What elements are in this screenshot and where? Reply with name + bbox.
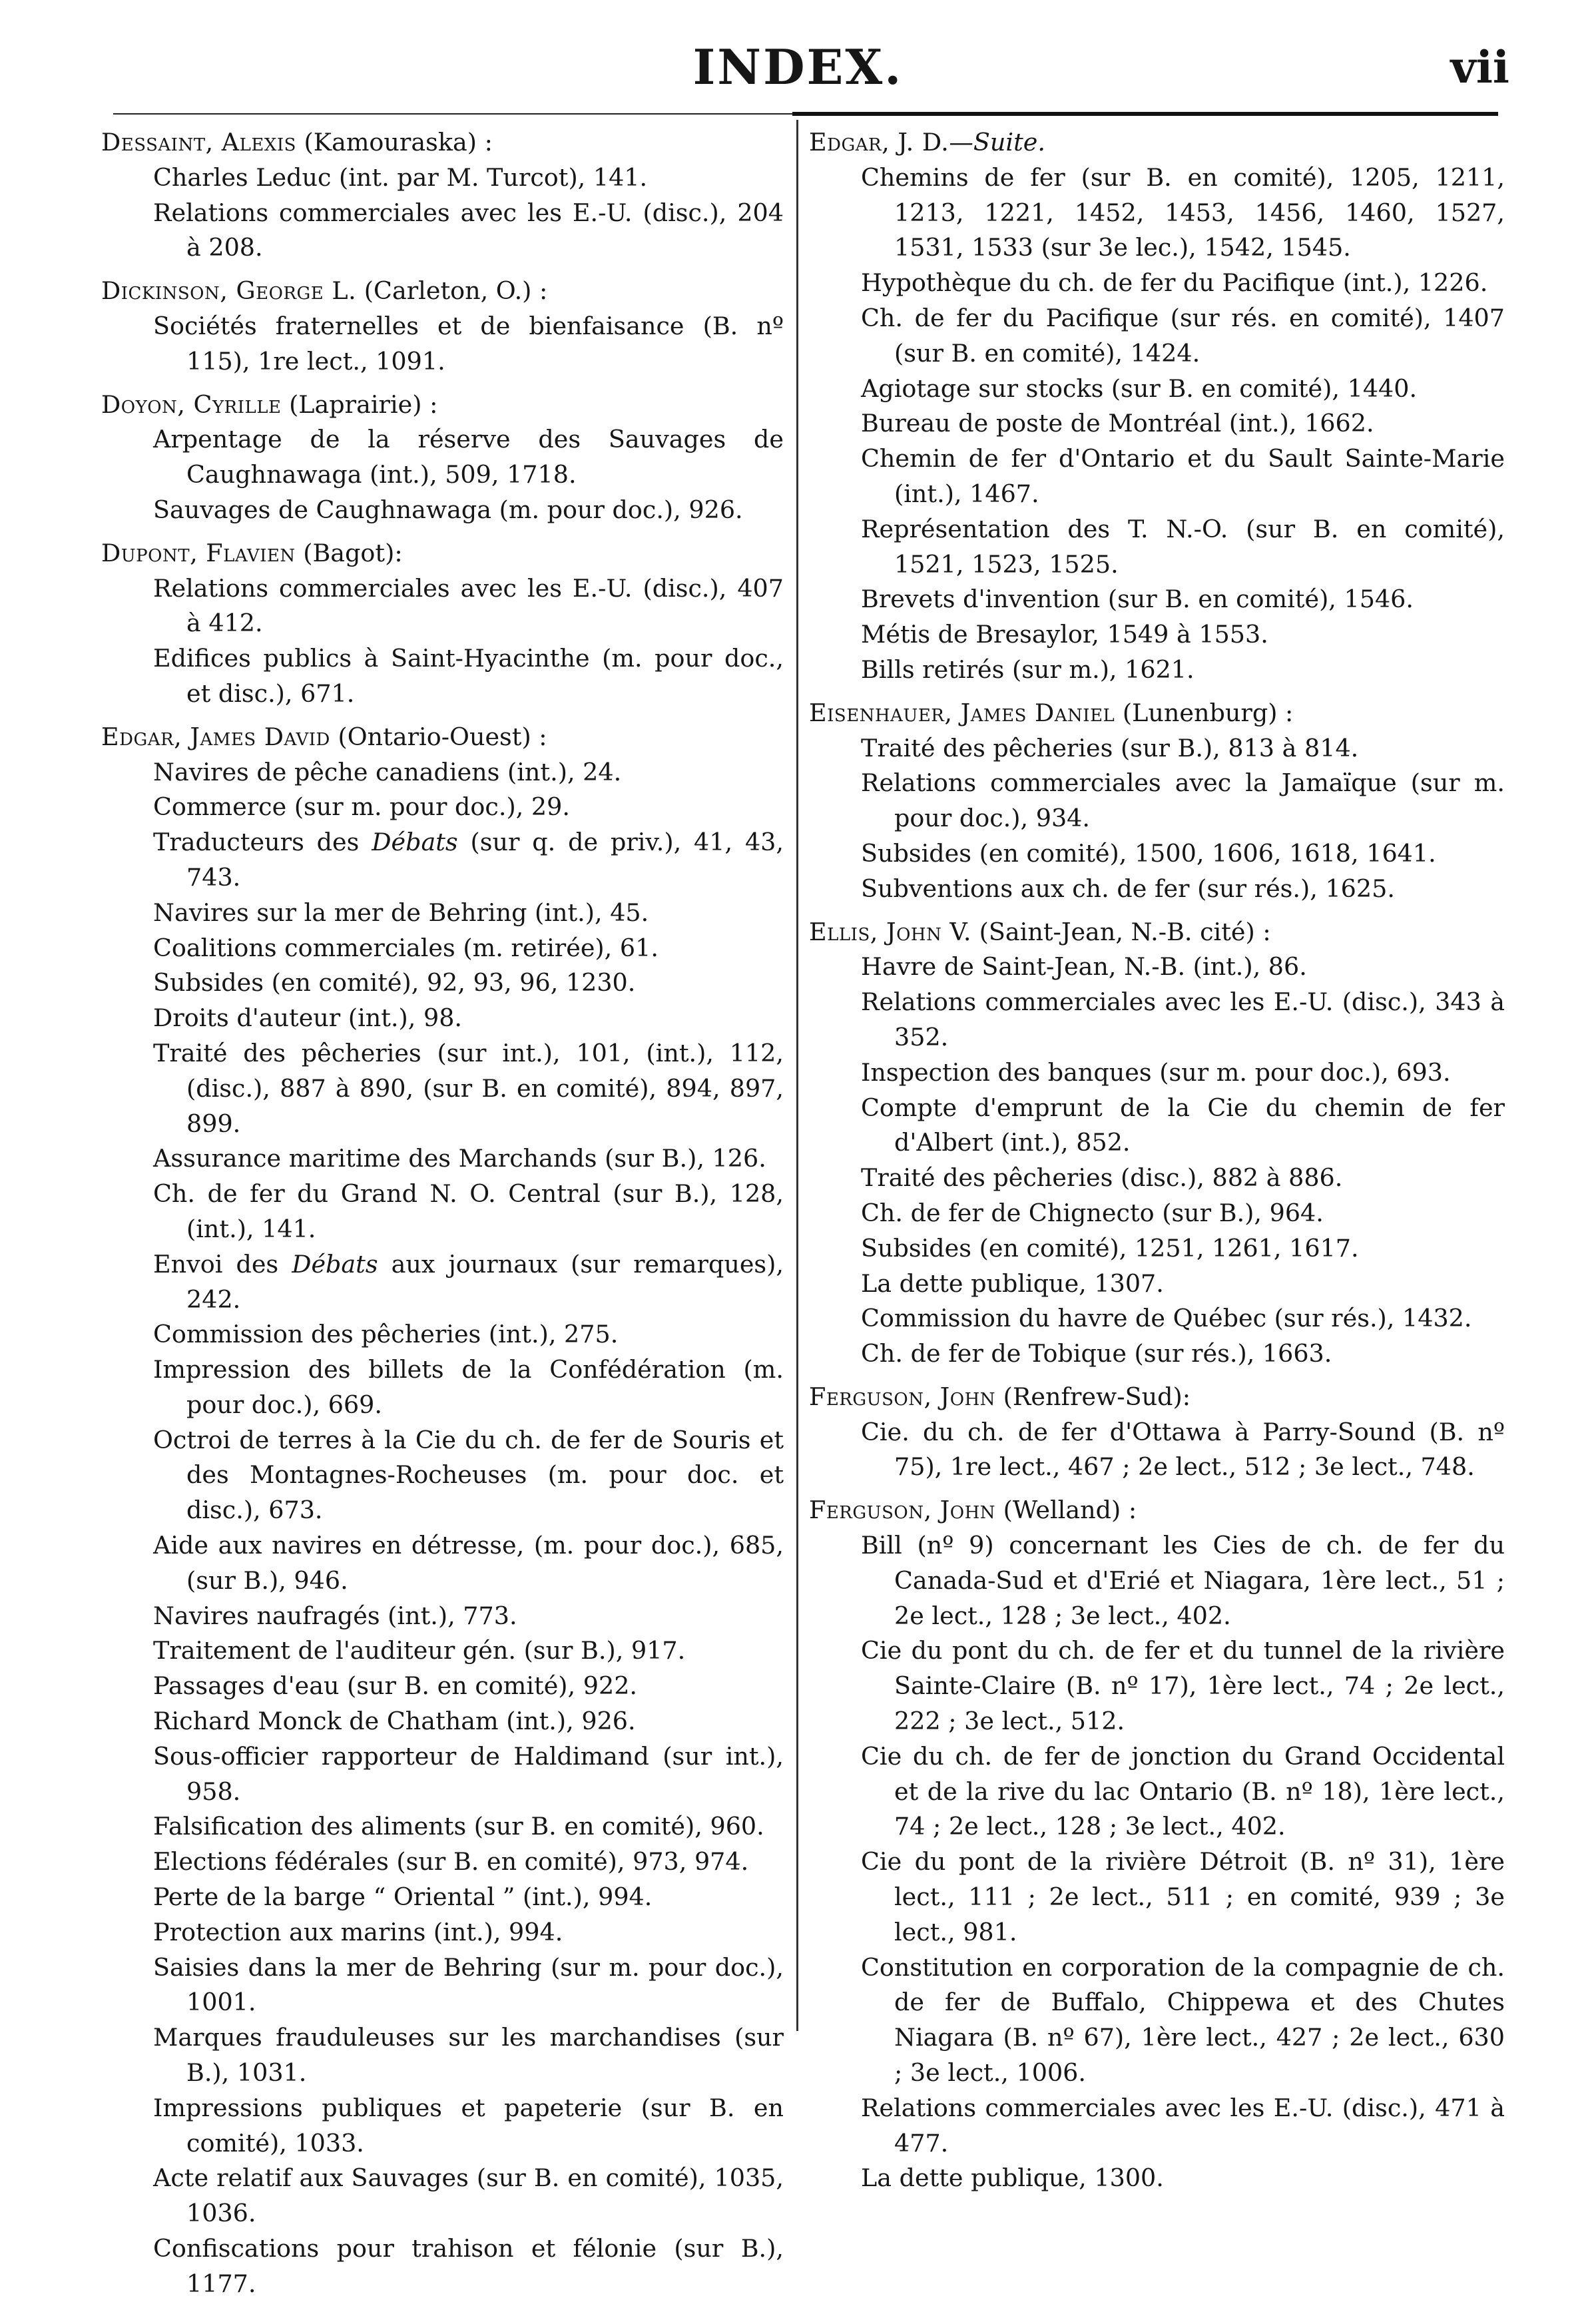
member-riding: (Lunenburg) :: [1115, 698, 1294, 727]
index-item: Perte de la barge “ Oriental ” (int.), 994.: [153, 1882, 653, 1912]
member-riding: (Renfrew-Sud):: [995, 1382, 1191, 1411]
page-header: [0, 0, 1596, 127]
index-item: Richard Monck de Chatham (int.), 926.: [153, 1707, 636, 1736]
entry-heading: [101, 125, 784, 160]
member-riding: (Carleton, O.) :: [356, 276, 548, 306]
index-entry-eisenhauer-james-daniel: [809, 696, 1505, 907]
index-item: Acte relatif aux Sauvages (sur B. en comité), 1035, 1036.: [153, 2163, 784, 2228]
column-divider: [796, 120, 798, 2031]
index-item: Octroi de terres à la Cie du ch. de fer de Souris et des Montagnes-Rocheuses (m. pour doc. et disc.), 673.: [153, 1425, 784, 1525]
member-riding: (Welland) :: [995, 1496, 1137, 1525]
entry-heading: [101, 388, 784, 423]
index-item: Navires de pêche canadiens (int.), 24.: [153, 757, 622, 786]
entry-heading: [101, 274, 784, 309]
index-item: Sauvages de Caughnawaga (m. pour doc.), 926.: [153, 495, 743, 524]
index-item: Ch. de fer du Grand N. O. Central (sur B.), 128, (int.), 141.: [153, 1179, 784, 1243]
entry-heading: [809, 696, 1505, 731]
index-item: Chemins de fer (sur B. en comité), 1205, 1211, 1213, 1221, 1452, 1453, 1456, 1460, 1527, 1531, 1533 (sur 3e lec.), 1542, 1545.: [861, 162, 1505, 262]
index-item: Cie du pont du ch. de fer et du tunnel de la rivière Sainte-Claire (B. nº 17), 1ère lect., 74 ; 2e lect., 222 ; 3e lect., 512.: [861, 1636, 1505, 1736]
entry-heading: [809, 1493, 1505, 1528]
index-item: Commerce (sur m. pour doc.), 29.: [153, 792, 570, 822]
index-item: Traité des pêcheries (disc.), 882 à 886.: [861, 1163, 1343, 1193]
index-item: Arpentage de la réserve des Sauvages de Caughnawaga (int.), 509, 1718.: [153, 425, 784, 489]
index-entry-dickinson-george-l: [101, 274, 784, 379]
index-item: Relations commerciales avec la Jamaïque (sur m. pour doc.), 934.: [861, 768, 1505, 833]
member-name: Dupont, Flavien: [101, 538, 296, 567]
index-item: Agiotage sur stocks (sur B. en comité), 1440.: [861, 374, 1418, 403]
index-item: Relations commerciales avec les E.-U. (disc.), 204 à 208.: [153, 198, 784, 262]
index-item: Subsides (en comité), 1251, 1261, 1617.: [861, 1233, 1359, 1263]
index-entry-dessaint-alexis: [101, 125, 784, 266]
right-column: [809, 125, 1505, 2196]
left-column: [101, 125, 784, 2302]
index-item: Impression des billets de la Confédération (m. pour doc.), 669.: [153, 1355, 784, 1419]
index-item: Sociétés fraternelles et de bienfaisance (B. nº 115), 1re lect., 1091.: [153, 311, 784, 376]
index-item: Inspection des banques (sur m. pour doc.), 693.: [861, 1057, 1451, 1087]
index-item: Ch. de fer du Pacifique (sur rés. en comité), 1407 (sur B. en comité), 1424.: [861, 303, 1505, 368]
index-item: Subsides (en comité), 92, 93, 96, 1230.: [153, 968, 636, 998]
index-item: Edifices publics à Saint-Hyacinthe (m. pour doc., et disc.), 671.: [153, 644, 784, 708]
index-item: Cie. du ch. de fer d'Ottawa à Parry-Sound (B. nº 75), 1re lect., 467 ; 2e lect., 512 ; 3e lect., 748.: [861, 1417, 1505, 1482]
index-item: Bureau de poste de Montréal (int.), 1662.: [861, 409, 1374, 438]
index-item: La dette publique, 1307.: [861, 1269, 1164, 1298]
index-item: Droits d'auteur (int.), 98.: [153, 1004, 463, 1033]
index-item: Relations commerciales avec les E.-U. (disc.), 407 à 412.: [153, 573, 784, 638]
member-name: Ferguson, John: [809, 1382, 996, 1411]
index-item: Relations commerciales avec les E.-U. (disc.), 343 à 352.: [861, 988, 1505, 1051]
entry-heading: [809, 915, 1505, 950]
index-item: Traité des pêcheries (sur B.), 813 à 814.: [861, 733, 1359, 762]
index-entry-edgar-j-d: [809, 125, 1505, 688]
index-item: Hypothèque du ch. de fer du Pacifique (int.), 1226.: [861, 268, 1488, 298]
index-item: Relations commerciales avec les E.-U. (disc.), 471 à 477.: [861, 2093, 1505, 2158]
index-item: Traducteurs des Débats (sur q. de priv.), 41, 43, 743.: [153, 828, 784, 892]
index-item: Chemin de fer d'Ontario et du Sault Sainte-Marie (int.), 1467.: [861, 444, 1505, 508]
header-rule-bold: [792, 112, 1498, 116]
page-number: vii: [1450, 41, 1509, 93]
member-riding: (Ontario-Ouest) :: [330, 722, 547, 751]
index-item: Protection aux marins (int.), 994.: [153, 1917, 563, 1946]
index-item: Compte d'emprunt de la Cie du chemin de fer d'Albert (int.), 852.: [861, 1093, 1505, 1157]
index-item: La dette publique, 1300.: [861, 2163, 1164, 2193]
member-name: Dessaint, Alexis: [101, 128, 296, 156]
index-item: Confiscations pour trahison et félonie (sur B.), 1177.: [153, 2234, 784, 2298]
index-entry-edgar-james-david: [101, 720, 784, 2302]
index-entry-dupont-flavien: [101, 536, 784, 712]
index-item: Bills retirés (sur m.), 1621.: [861, 655, 1195, 684]
index-item: Subsides (en comité), 1500, 1606, 1618, 1641.: [861, 838, 1436, 868]
index-item: Traité des pêcheries (sur int.), 101, (int.), 112, (disc.), 887 à 890, (sur B. en comité), 894, 897, 899.: [153, 1038, 784, 1138]
index-item: Navires sur la mer de Behring (int.), 45.: [153, 898, 649, 927]
index-item: Coalitions commerciales (m. retirée), 61.: [153, 933, 659, 962]
index-item: Impressions publiques et papeterie (sur B. en comité), 1033.: [153, 2093, 784, 2158]
member-riding: (Saint-Jean, N.-B. cité) :: [971, 917, 1271, 946]
index-item: Saisies dans la mer de Behring (sur m. pour doc.), 1001.: [153, 1952, 784, 2017]
index-item: Passages d'eau (sur B. en comité), 922.: [153, 1671, 638, 1701]
entry-heading: [101, 536, 784, 571]
index-item: Ch. de fer de Chignecto (sur B.), 964.: [861, 1198, 1324, 1227]
member-riding: —Suite.: [949, 128, 1045, 156]
index-item: Havre de Saint-Jean, N.-B. (int.), 86.: [861, 952, 1307, 982]
index-entry-ellis-john-v: [809, 915, 1505, 1372]
index-item: Assurance maritime des Marchands (sur B.), 126.: [153, 1144, 766, 1173]
index-item: Charles Leduc (int. par M. Turcot), 141.: [153, 162, 648, 192]
index-entry-ferguson-john: [809, 1380, 1505, 1485]
index-item: Traitement de l'auditeur gén. (sur B.), 917.: [153, 1636, 686, 1665]
index-item: Cie du ch. de fer de jonction du Grand Occidental et de la rive du lac Ontario (B. nº 18), 1ère lect., 74 ; 2e lect., 128 ; 3e lect., 402.: [861, 1741, 1505, 1841]
index-item: Subventions aux ch. de fer (sur rés.), 1625.: [861, 874, 1395, 903]
index-item: Envoi des Débats aux journaux (sur remarques), 242.: [153, 1249, 784, 1314]
member-name: Edgar, James David: [101, 722, 330, 751]
page-title: INDEX.: [692, 39, 904, 95]
index-item: Cie du pont de la rivière Détroit (B. nº 31), 1ère lect., 111 ; 2e lect., 511 ; en comité, 939 ; 3e lect., 981.: [861, 1847, 1505, 1946]
index-item: Falsification des aliments (sur B. en comité), 960.: [153, 1812, 764, 1841]
index-item: Ch. de fer de Tobique (sur rés.), 1663.: [861, 1339, 1332, 1368]
index-item: Sous-officier rapporteur de Haldimand (sur int.), 958.: [153, 1741, 784, 1806]
index-item: Commission des pêcheries (int.), 275.: [153, 1320, 619, 1349]
index-item: Elections fédérales (sur B. en comité), 973, 974.: [153, 1847, 749, 1876]
member-name: Ellis, John V.: [809, 917, 972, 946]
index-item: Navires naufragés (int.), 773.: [153, 1601, 517, 1630]
member-name: Doyon, Cyrille: [101, 390, 282, 419]
index-entry-doyon-cyrille: [101, 388, 784, 528]
index-item: Représentation des T. N.-O. (sur B. en comité), 1521, 1523, 1525.: [861, 514, 1505, 579]
index-item: Constitution en corporation de la compagnie de ch. de fer de Buffalo, Chippewa et des Chutes Niagara (B. nº 67), 1ère lect., 427 ; 2e lect., 630 ; 3e lect., 1006.: [861, 1952, 1505, 2088]
member-riding: (Kamouraska) :: [296, 128, 493, 156]
index-item: Aide aux navires en détresse, (m. pour doc.), 685, (sur B.), 946.: [153, 1531, 784, 1595]
index-item: Brevets d'invention (sur B. en comité), 1546.: [861, 585, 1414, 614]
member-riding: (Bagot):: [295, 538, 403, 567]
entry-heading: [101, 720, 784, 755]
index-entry-ferguson-john: [809, 1493, 1505, 2196]
entry-heading: [809, 125, 1505, 160]
index-item: Commission du havre de Québec (sur rés.), 1432.: [861, 1304, 1472, 1333]
member-riding: (Laprairie) :: [281, 390, 438, 419]
member-name: Edgar, J. D.: [809, 128, 949, 156]
entry-heading: [809, 1380, 1505, 1415]
member-name: Ferguson, John: [809, 1496, 996, 1525]
index-item: Métis de Bresaylor, 1549 à 1553.: [861, 620, 1268, 649]
index-item: Marques frauduleuses sur les marchandises (sur B.), 1031.: [153, 2023, 784, 2088]
member-name: Dickinson, George L.: [101, 276, 357, 306]
index-item: Bill (nº 9) concernant les Cies de ch. de fer du Canada-Sud et d'Erié et Niagara, 1ère lect., 51 ; 2e lect., 128 ; 3e lect., 402.: [861, 1531, 1505, 1630]
member-name: Eisenhauer, James Daniel: [809, 698, 1115, 727]
